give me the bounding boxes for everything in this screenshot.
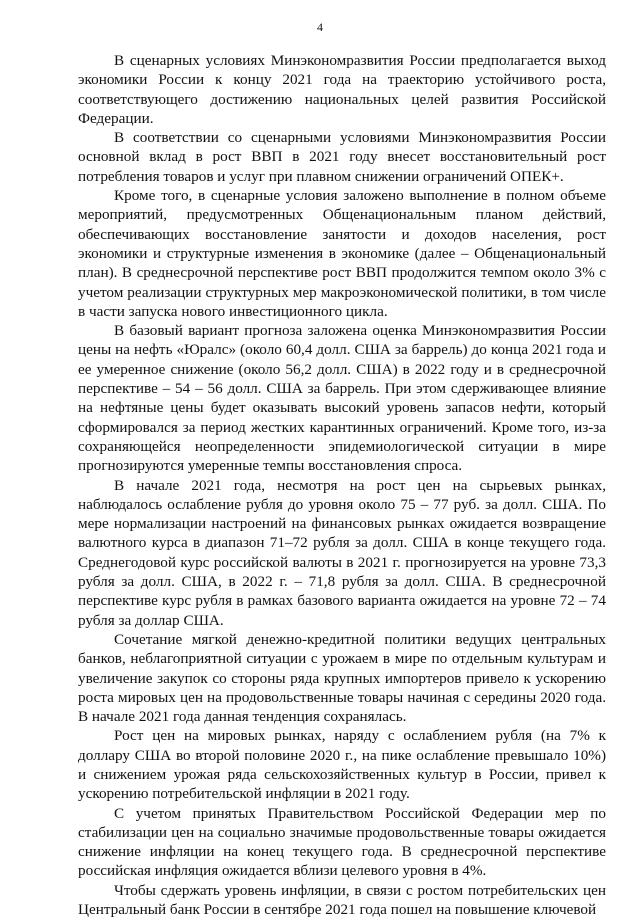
paragraph-4: В базовый вариант прогноза заложена оценка Минэкономразвития России цены на нефть «Юралс» (около 60,4 долл. США за баррель) до конца 2021 года и ее умеренное снижение (около 56,2 долл. США) в 2022 году и в среднесрочной перспективе – 54 – 56 долл. США за баррель. При этом сдерживающее влияние на нефтяные цены будет оказывать высокий уровень запасов нефти, который сформировался за период жестких карантинных ограничений. Кроме того, из-за сохраняющейся неопределенности эпидемиологической ситуации в мире прогнозируются умеренные темпы восстановления спроса. — [78, 322, 606, 475]
paragraph-9: Чтобы сдержать уровень инфляции, в связи с ростом потребительских цен Центральный банк России в сентябре 2021 года пошел на повышение ключевой — [78, 881, 606, 919]
page-number: 4 — [317, 20, 323, 34]
paragraph-1: В сценарных условиях Минэкономразвития России предполагается выход экономики России к концу 2021 года на траекторию устойчивого роста, соответствующего достижению национальных целей развития Российской Федерации. — [78, 52, 606, 127]
paragraph-7: Рост цен на мировых рынках, наряду с ослаблением рубля (на 7% к доллару США во второй половине 2020 г., на пике ослабление превышало 10%) и снижением урожая ряда сельскохозяйственных культур в России, привел к ускорению потребительской инфляции в 2021 году. — [78, 727, 606, 803]
document-body — [78, 51, 606, 919]
paragraph-8: С учетом принятых Правительством Российской Федерации мер по стабилизации цен на социально значимые продовольственные товары ожидается снижение инфляции на конец текущего года. В среднесрочной перспективе российская инфляция ожидается вблизи целевого уровня в 4%. — [78, 804, 606, 880]
paragraph-5: В начале 2021 года, несмотря на рост цен на сырьевых рынках, наблюдалось ослабление рубля до уровня около 75 – 77 руб. за долл. США. По мере нормализации настроений на финансовых рынках ожидается возвращение валютного курса в диапазон 71–72 рубля за долл. США в конце текущего года. Среднегодовой курс российской валюты в 2021 г. прогнозируется на уровне 73,3 рубля за долл. США, в 2022 г. – 71,8 рубля за долл. США. В среднесрочной перспективе курс рубля в рамках базового варианта ожидается на уровне 72 – 74 рубля за доллар США. — [78, 476, 606, 629]
paragraph-6: Сочетание мягкой денежно-кредитной политики ведущих центральных банков, неблагоприятной ситуации с урожаем в мире по отдельным культурам и увеличение закупок со стороны ряда крупных импортеров привело к ускорению роста мировых цен на продовольственные товары начиная с середины 2020 года. В начале 2021 года данная тенденция сохранялась. — [78, 630, 606, 726]
paragraph-3: Кроме того, в сценарные условия заложено выполнение в полном объеме мероприятий, предусмотренных Общенациональным планом действий, обеспечивающих восстановление занятости и доходов населения, рост экономики и структурные изменения в экономике (далее – Общенациональный план). В среднесрочной перспективе рост ВВП продолжится темпом около 3% с учетом реализации структурных мер макроэкономической политики, в том числе в части запуска нового инвестиционного цикла. — [78, 187, 606, 320]
paragraph-2: В соответствии со сценарными условиями Минэкономразвития России основной вклад в рост ВВП в 2021 году внесет восстановительный рост потребления товаров и услуг при плавном снижении ограничений ОПЕК+. — [78, 129, 606, 185]
